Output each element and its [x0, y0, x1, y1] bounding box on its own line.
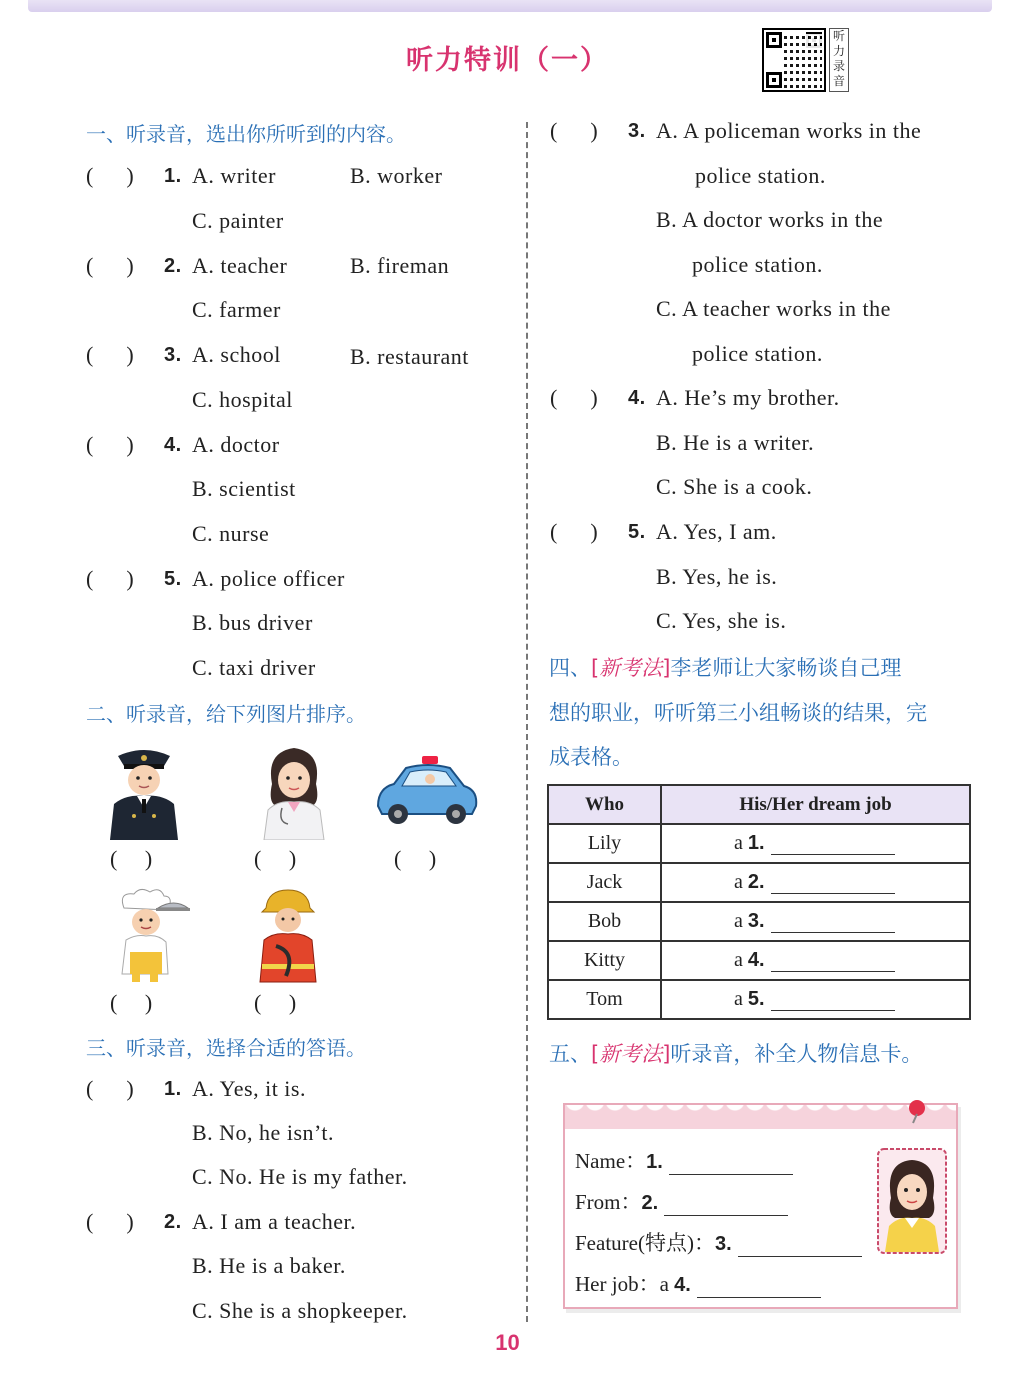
option-c: C. No. He is my father. — [192, 1164, 408, 1189]
option-a: A. school — [192, 342, 281, 367]
chef-picture — [108, 886, 192, 984]
answer-bracket[interactable]: ( ) — [86, 253, 134, 278]
option-b: B. restaurant — [350, 344, 469, 369]
option-a: A. teacher — [192, 253, 288, 278]
answer-bracket[interactable]: ( ) — [86, 1076, 134, 1101]
question-number: 5. — [628, 521, 646, 543]
answer-blank[interactable] — [771, 915, 895, 933]
answer-blank[interactable] — [771, 993, 895, 1011]
answer-bracket[interactable]: ( ) — [550, 385, 598, 410]
table-row: Tom a 5. — [548, 980, 970, 1019]
section4-heading: 四、[新考法]李老师让大家畅谈自己理 — [549, 656, 902, 680]
order-bracket[interactable]: ( ) — [110, 846, 153, 871]
qr-label: 听力录音 — [829, 28, 849, 92]
question-number: 4. — [164, 434, 182, 456]
top-banner — [28, 0, 992, 12]
option-a: A. Yes, it is. — [192, 1076, 306, 1101]
option-a-cont: police station. — [695, 163, 826, 188]
nurse-picture — [254, 744, 334, 840]
answer-blank[interactable] — [669, 1157, 793, 1175]
table-row: Jack a 2. — [548, 863, 970, 902]
answer-blank[interactable] — [664, 1198, 788, 1216]
option-a: A. I am a teacher. — [192, 1209, 357, 1234]
table-header-who: Who — [548, 785, 661, 824]
card-job-line: Her job：a 4. — [575, 1268, 821, 1298]
answer-bracket[interactable]: ( ) — [550, 118, 598, 143]
dream-job-table — [547, 784, 971, 1020]
question-number: 4. — [628, 387, 646, 409]
new-format-tag: 新考法 — [599, 656, 663, 680]
table-row: Lily a 1. — [548, 824, 970, 863]
question-number: 2. — [164, 1211, 182, 1233]
option-a: A. writer — [192, 163, 276, 188]
table-header-job: His/Her dream job — [661, 785, 970, 824]
pushpin-icon — [905, 1098, 931, 1124]
table-row: Kitty a 4. — [548, 941, 970, 980]
option-c: C. farmer — [192, 297, 281, 322]
new-format-tag: 新考法 — [599, 1042, 663, 1066]
answer-blank[interactable] — [771, 954, 895, 972]
option-b: B. He is a writer. — [656, 430, 815, 455]
option-c: C. A teacher works in the — [656, 296, 891, 321]
card-name-line: Name：1. — [575, 1145, 793, 1175]
question-number: 3. — [164, 344, 182, 366]
option-b: B. A doctor works in the — [656, 207, 884, 232]
option-a: A. He’s my brother. — [656, 385, 840, 410]
option-c: C. nurse — [192, 521, 270, 546]
option-a: A. Yes, I am. — [656, 519, 777, 544]
order-bracket[interactable]: ( ) — [110, 990, 153, 1015]
answer-bracket[interactable]: ( ) — [86, 566, 134, 591]
card-feature-line: Feature(特点)：3. — [575, 1227, 862, 1257]
section4-heading-line2: 想的职业，听听第三小组畅谈的结果，完 — [549, 701, 927, 725]
table-row: Bob a 3. — [548, 902, 970, 941]
card-from-line: From：2. — [575, 1186, 788, 1216]
page-title: 听力特训（一） — [406, 45, 609, 76]
option-a: A. A policeman works in the — [656, 118, 922, 143]
section2-heading: 二、听录音，给下列图片排序。 — [86, 702, 366, 726]
section1-heading: 一、听录音，选出你所听到的内容。 — [86, 122, 406, 146]
section4-heading-line3: 成表格。 — [549, 745, 633, 769]
option-c: C. She is a shopkeeper. — [192, 1298, 408, 1323]
answer-bracket[interactable]: ( ) — [86, 163, 134, 188]
answer-blank[interactable] — [697, 1280, 821, 1298]
woman-portrait — [877, 1148, 947, 1254]
option-b: B. fireman — [350, 253, 450, 278]
answer-bracket[interactable]: ( ) — [86, 1209, 134, 1234]
qr-code[interactable] — [762, 28, 826, 92]
answer-bracket[interactable]: ( ) — [86, 432, 134, 457]
question-number: 1. — [164, 1078, 182, 1100]
option-c: C. Yes, she is. — [656, 608, 787, 633]
answer-blank[interactable] — [771, 876, 895, 894]
taxi-driver-picture — [372, 752, 482, 832]
option-c: C. taxi driver — [192, 655, 316, 680]
option-a: A. police officer — [192, 566, 345, 591]
option-b-cont: police station. — [692, 252, 823, 277]
order-bracket[interactable]: ( ) — [394, 846, 437, 871]
option-c: C. painter — [192, 208, 284, 233]
question-number: 2. — [164, 255, 182, 277]
option-b: B. He is a baker. — [192, 1253, 346, 1278]
column-divider — [526, 122, 528, 1322]
option-c-cont: police station. — [692, 341, 823, 366]
option-c: C. hospital — [192, 387, 293, 412]
question-number: 1. — [164, 165, 182, 187]
section5-heading: 五、[新考法]听录音，补全人物信息卡。 — [549, 1042, 923, 1066]
order-bracket[interactable]: ( ) — [254, 846, 297, 871]
answer-bracket[interactable]: ( ) — [550, 519, 598, 544]
question-number: 5. — [164, 568, 182, 590]
question-number: 3. — [628, 120, 646, 142]
policeman-picture — [104, 744, 184, 840]
option-a: A. doctor — [192, 432, 280, 457]
option-b: B. bus driver — [192, 610, 313, 635]
section3-heading: 三、听录音，选择合适的答语。 — [86, 1036, 366, 1060]
option-c: C. She is a cook. — [656, 474, 813, 499]
option-b: B. Yes, he is. — [656, 564, 778, 589]
answer-blank[interactable] — [738, 1239, 862, 1257]
order-bracket[interactable]: ( ) — [254, 990, 297, 1015]
answer-blank[interactable] — [771, 837, 895, 855]
page-number: 10 — [495, 1330, 520, 1355]
option-b: B. scientist — [192, 476, 296, 501]
answer-bracket[interactable]: ( ) — [86, 342, 134, 367]
option-b: B. No, he isn’t. — [192, 1120, 335, 1145]
option-b: B. worker — [350, 163, 443, 188]
fireman-picture — [256, 886, 320, 984]
